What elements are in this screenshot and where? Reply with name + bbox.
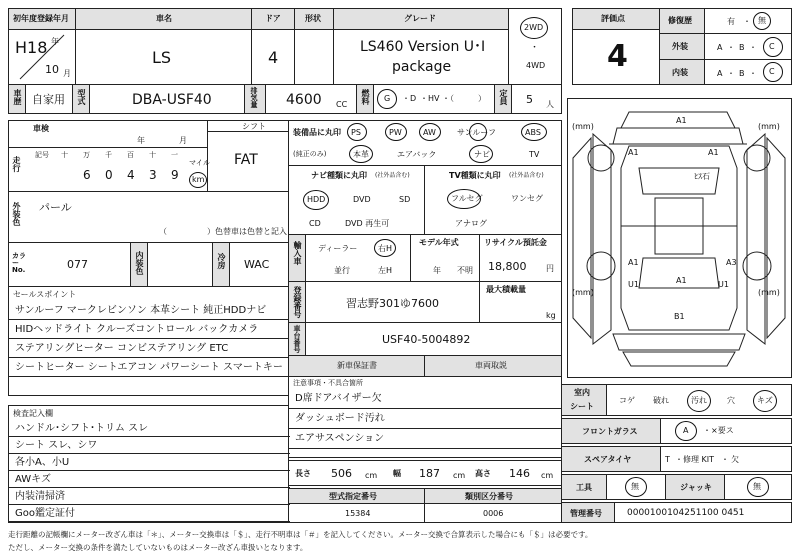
chassis-cell (305, 322, 562, 356)
first-reg-year-unit: 年 (51, 37, 59, 46)
mile-label: マイル (189, 159, 210, 167)
tv-cell (424, 165, 562, 235)
equipment-label: 装備品に丸印 (293, 128, 341, 137)
exterior-sep1: ・ (727, 43, 735, 52)
equip-abs: ABS (525, 128, 541, 137)
class-no-cell (424, 503, 562, 523)
capacity-label: 定員 (499, 89, 508, 105)
spare-t: T (665, 455, 670, 464)
max-load-label: 最大積載量 (486, 285, 526, 294)
sheet-scratch: キズ (757, 396, 773, 405)
height-unit: cm (541, 471, 554, 480)
shape-cell (294, 29, 334, 85)
diag-label-front: A1 (676, 116, 687, 125)
km-label: km (192, 175, 205, 184)
windshield-a: A (683, 426, 689, 435)
spec-no-label-cell (288, 488, 425, 504)
mgmt-label-cell (561, 502, 615, 523)
fuel-label: 燃料 (361, 89, 370, 105)
new-car-warranty-cell (288, 355, 425, 377)
mileage-digit: 0 (105, 168, 113, 182)
eval-score: 4 (607, 39, 628, 74)
footer-line1: 走行距離の記帳欄にメーター改ざん車は「＊」、メーター交換車は「＄」、走行不明車は「＃」を記入してください。メーター交換で合算表示した場合にも「＄」は必要です。 (8, 530, 593, 539)
first-reg-era: H18 (15, 38, 48, 57)
inspector-note-line: 内装清掃済 (9, 488, 290, 505)
displacement-value: 4600 (286, 92, 322, 108)
windshield-label: フロントガラス (582, 427, 638, 436)
tv-label-note: (社外品含む) (509, 172, 544, 179)
jack-cell (724, 474, 792, 500)
car-name-cell (75, 29, 252, 85)
right-side (767, 138, 785, 338)
chassis-label: 車台番号 (293, 325, 301, 353)
model-year-unknown: 不明 (457, 266, 473, 275)
spare-none: 欠 (731, 455, 739, 464)
mileage-unit-label: 一 (171, 151, 178, 159)
exterior-sep2: ・ (749, 43, 757, 52)
shape-label-cell (294, 8, 334, 30)
eval-label-cell (572, 8, 660, 30)
grade-line1: LS460 Version U･I (360, 39, 486, 55)
repair-sep: ・ (743, 17, 751, 26)
grade-label: グレード (404, 14, 436, 23)
height-value: 146 (509, 467, 530, 480)
repair-label-cell (659, 8, 705, 34)
navi-label-note: (社外品含む) (375, 172, 410, 179)
sheet-burn: コゲ (619, 396, 635, 405)
interior-label: 内装 (672, 68, 688, 77)
fuel-sep1: ・ (402, 94, 410, 103)
manual-label: 車両取説 (475, 361, 507, 370)
usage-label-cell (8, 84, 26, 114)
mileage-unit-label: 千 (105, 151, 112, 159)
interior-sheet-label-cell (561, 384, 607, 416)
first-reg-label-cell (8, 8, 76, 30)
equip-sunroof: サンルーフ (457, 128, 496, 137)
import-label-cell (288, 234, 306, 282)
shift-label: シフト (242, 122, 266, 131)
tools-label-cell (561, 474, 607, 500)
mgmt-value: 0000100104251100 0451 (627, 508, 745, 518)
ac-value: WAC (244, 258, 270, 271)
model-label: 型式 (77, 89, 86, 105)
model-label-cell (72, 84, 90, 114)
diag-label-u1-left: U1 (628, 280, 639, 289)
sales-point-line: サンルーフ マークレビンソン 本革シート 純正HDDナビ (9, 301, 290, 320)
chassis-label-cell (288, 322, 306, 356)
sales-point-line: ステアリングヒーター コンビステアリング ETC (9, 339, 290, 358)
usage-label: 車歴 (13, 89, 22, 105)
sheet-stain: 汚れ (691, 396, 707, 405)
equip-leather: 本革 (353, 150, 369, 159)
drive-4wd: 4WD (526, 61, 546, 70)
exterior-label: 外装 (672, 42, 688, 51)
diag-label-u1-right: U1 (718, 280, 729, 289)
width-value: 187 (419, 467, 440, 480)
fuel-cell (373, 84, 495, 114)
exterior-value-cell (704, 33, 792, 60)
mileage-digit: 3 (149, 168, 157, 182)
max-load-unit: kg (546, 311, 556, 320)
class-no-value: 0006 (483, 509, 504, 518)
import-cell (305, 234, 411, 282)
color-value: パール (39, 201, 72, 214)
notes-cell (288, 376, 562, 458)
inspector-note-line: シート スレ、シワ (9, 437, 290, 454)
equip-pw: PW (389, 128, 402, 137)
mileage-cell (8, 147, 208, 192)
diag-label-rr: A3 (726, 258, 737, 267)
length-label: 長さ (295, 469, 311, 478)
tv-label: TV種類に丸印 (449, 171, 501, 180)
model-year-cell (410, 234, 480, 282)
length-value: 506 (331, 467, 352, 480)
interior-sep1: ・ (727, 69, 735, 78)
registration-label: 登録番号 (293, 286, 302, 318)
left-side (573, 138, 591, 338)
equip-airbag: エアバック (397, 150, 437, 159)
sales-point-line: HIDヘッドライト クルーズコントロール バックカメラ (9, 320, 290, 339)
footer-line2: ただし、メーター交換の条件を満たしていないものはメーター改ざん車扱いとなります。 (8, 543, 308, 552)
exterior-b: B (739, 43, 745, 52)
sales-points-cell (8, 286, 289, 396)
equipment-cell (288, 120, 562, 166)
registration-cell (305, 281, 480, 323)
fuel-other: ・（ ） (442, 94, 486, 103)
car-name-label: 車名 (156, 14, 172, 23)
inspection-year: 年 (137, 136, 145, 145)
shift-value: FAT (234, 152, 258, 168)
windshield-label-cell (561, 418, 661, 444)
interior-value-cell (704, 59, 792, 85)
spec-no-cell (288, 503, 425, 523)
jack-label-cell (665, 474, 725, 500)
interior-a: A (717, 69, 723, 78)
import-label: 輸入車 (293, 241, 302, 265)
capacity-cell (511, 84, 562, 114)
shift-divider (207, 131, 289, 132)
color-no-label: カラーNo. (12, 252, 26, 274)
tv-oneseg: ワンセグ (511, 194, 543, 203)
model-year-label: モデル年式 (419, 238, 459, 247)
height-label: 高さ (475, 469, 491, 478)
windshield-cell (660, 418, 792, 444)
drive-2wd: 2WD (524, 23, 544, 32)
sales-points-label: セールスポイント (13, 290, 77, 299)
navi-dvd: DVD (353, 195, 371, 204)
interior-sheet-cell (606, 384, 792, 416)
inspector-note-line: ハンドル･シフト･トリム スレ (9, 420, 290, 437)
navi-label: ナビ種類に丸印 (311, 171, 367, 180)
spec-no-value: 15384 (345, 509, 371, 518)
note-line: D席ドアバイザー欠 (289, 389, 563, 409)
recycle-unit: 円 (546, 264, 554, 273)
inspector-note-line: Goo鑑定証付 (9, 505, 290, 522)
color-no-value: 077 (67, 258, 88, 271)
width-label: 幅 (393, 469, 401, 478)
doors-cell (251, 29, 295, 85)
dims-cell (288, 460, 562, 486)
grade-cell (333, 29, 509, 85)
interior-sep2: ・ (749, 69, 757, 78)
sales-point-line: シートヒーター シートエアコン パワーシート スマートキー (9, 358, 290, 377)
spare-sep1: ・ (675, 455, 683, 464)
jack-label: ジャッキ (680, 483, 712, 492)
model-value: DBA-USF40 (132, 92, 212, 108)
mileage-digit: 9 (171, 168, 179, 182)
capacity-label-cell (494, 84, 512, 114)
eval-label: 評価点 (601, 14, 625, 23)
equip-ps: PS (351, 128, 361, 137)
mgmt-cell (614, 502, 792, 523)
equip-navi: ナビ (474, 150, 490, 159)
import-right-h: 右H (378, 244, 393, 253)
front-hood (613, 128, 743, 144)
diag-label-lr: A1 (628, 258, 639, 267)
import-parallel: 並行 (334, 266, 350, 275)
repair-label: 修復歴 (668, 16, 692, 25)
inspector-label: 検査記入欄 (13, 409, 53, 418)
eval-score-cell (572, 29, 660, 85)
recycle-value: 18,800 (488, 260, 527, 273)
registration-value: 習志野301ゆ7600 (346, 297, 439, 310)
exterior-c: C (769, 42, 775, 51)
navi-cell (288, 165, 425, 235)
navi-cd: CD (309, 219, 321, 228)
damage-diagram-cell (567, 98, 792, 378)
diag-label-lf: A1 (628, 148, 639, 157)
interior-sheet-label1: 室内 (574, 388, 590, 397)
navi-sd: SD (399, 195, 411, 204)
exterior-label-cell (659, 33, 705, 60)
diag-label-windshield: ﾋｽ石 (694, 172, 710, 181)
usage-cell (25, 84, 73, 114)
fuel-g: G (384, 94, 391, 103)
spare-label: スペアタイヤ (584, 455, 632, 464)
displacement-unit: CC (336, 100, 348, 109)
ac-label: 冷房 (217, 253, 226, 269)
inspector-note-line: AWキズ (9, 471, 290, 488)
mileage-unit-label: 百 (127, 151, 134, 159)
diag-label-rear: B1 (674, 312, 685, 321)
mgmt-label: 管理番号 (570, 509, 602, 518)
length-unit: cm (365, 471, 378, 480)
interior-b: B (739, 69, 745, 78)
mileage-unit-label: 万 (83, 151, 90, 159)
car-outline-diagram (567, 98, 792, 378)
first-reg-month: 10 (45, 63, 59, 76)
equip-aw: AW (423, 128, 436, 137)
inspection-cell (8, 120, 208, 148)
jack-value: 無 (753, 482, 761, 491)
tv-fullseg: フルセグ (451, 194, 483, 203)
repair-yes: 有 (727, 17, 735, 26)
interior-color-label-cell (130, 242, 148, 287)
spare-cell (660, 446, 792, 472)
car-name-label-cell (75, 8, 252, 30)
interior-c: C (769, 67, 775, 76)
first-reg-cell (8, 29, 76, 85)
diag-mm-br: (mm) (758, 288, 780, 297)
usage-value: 自家用 (32, 93, 65, 106)
diag-mm-bl: (mm) (572, 288, 594, 297)
capacity-value: 5 (526, 93, 533, 106)
doors-label-cell (251, 8, 295, 30)
notes-label: 注意事項・不具合箇所 (293, 379, 363, 387)
inspector-note-line: 各小A、小U (9, 454, 290, 471)
displacement-cell (265, 84, 357, 114)
doors-value: 4 (268, 48, 279, 67)
max-load-cell (479, 281, 562, 323)
repair-value-cell (704, 8, 792, 34)
mileage-unit-label: 十 (149, 151, 156, 159)
exterior-a: A (717, 43, 723, 52)
shape-label: 形状 (305, 14, 321, 23)
mileage-units-row (61, 150, 193, 160)
color-cell (8, 191, 289, 243)
model-cell (89, 84, 245, 114)
color-note: （ ）色替車は色替と記入 (159, 227, 287, 236)
first-reg-month-unit: 月 (63, 69, 71, 78)
fuel-d: D (410, 94, 417, 103)
chassis-value: USF40-5004892 (382, 333, 471, 346)
recycle-label: リサイクル預託金 (484, 238, 547, 247)
first-reg-label: 初年度登録年月 (13, 14, 69, 23)
tools-label: 工具 (576, 483, 592, 492)
note-line: ダッシュボード汚れ (289, 409, 563, 429)
navi-hdd: HDD (307, 195, 326, 204)
grade-label-cell (333, 8, 509, 30)
manual-cell (424, 355, 562, 377)
car-name: LS (152, 48, 172, 67)
tools-cell (606, 474, 666, 500)
diag-label-rf: A1 (708, 148, 719, 157)
doors-label: ドア (265, 14, 281, 23)
inspection-month: 月 (179, 136, 187, 145)
inspector-cell (8, 405, 289, 523)
inspection-label: 車検 (33, 124, 49, 133)
equip-tv: TV (529, 150, 540, 159)
mileage-digits-row (83, 168, 193, 182)
grade-line2: package (392, 59, 452, 75)
interior-label-cell (659, 59, 705, 85)
spare-label-cell (561, 446, 661, 472)
color-label: 外装色 (12, 202, 21, 226)
diag-mm-tl: (mm) (572, 122, 594, 131)
ac-label-cell (212, 242, 230, 287)
note-line: エアサスペンション (289, 429, 563, 449)
displacement-label: 排気量 (250, 87, 258, 108)
tv-analog: アナログ (455, 219, 487, 228)
repair-none: 無 (758, 16, 766, 25)
fuel-hv: HV (428, 94, 440, 103)
navi-dvd-play: DVD 再生可 (345, 219, 390, 228)
sheet-tear: 破れ (653, 396, 669, 405)
new-car-warranty: 新車保証書 (337, 361, 377, 370)
top-body (621, 146, 737, 330)
tools-value: 無 (631, 482, 639, 491)
diag-label-roof: A1 (676, 276, 687, 285)
drive-dot: ・ (530, 43, 540, 53)
equipment-sublabel: (純正のみ) (293, 150, 327, 158)
interior-color-label: 内装色 (135, 251, 144, 275)
windshield-x: ×要ス (711, 426, 734, 435)
interior-sheet-label2: シート (570, 402, 594, 411)
diag-mm-tr: (mm) (758, 122, 780, 131)
class-no-label: 類別区分番号 (465, 492, 513, 501)
displacement-label-cell (244, 84, 266, 114)
class-no-label-cell (424, 488, 562, 504)
spare-repair-kit: 修理 KIT (683, 455, 715, 464)
sheet-hole: 穴 (727, 396, 735, 405)
import-left-h: 左H (378, 266, 393, 275)
registration-label-cell (288, 281, 306, 323)
fuel-label-cell (356, 84, 374, 114)
capacity-unit: 人 (546, 100, 554, 109)
recycle-cell (479, 234, 562, 282)
mileage-unit-label: 十 (61, 151, 68, 159)
mileage-digit: 6 (83, 168, 91, 182)
import-dealer: ディーラー (318, 244, 358, 253)
spare-sep2: ・ (721, 455, 729, 464)
mileage-sign-label: 記号 (35, 151, 49, 159)
spec-no-label: 型式指定番号 (329, 492, 377, 501)
model-year-year: 年 (433, 266, 441, 275)
mileage-digit: 4 (127, 168, 135, 182)
fuel-sep2: ・ (420, 94, 428, 103)
width-unit: cm (453, 471, 466, 480)
windshield-sep: ・ (703, 426, 711, 435)
mileage-label: 走行 (12, 156, 21, 172)
